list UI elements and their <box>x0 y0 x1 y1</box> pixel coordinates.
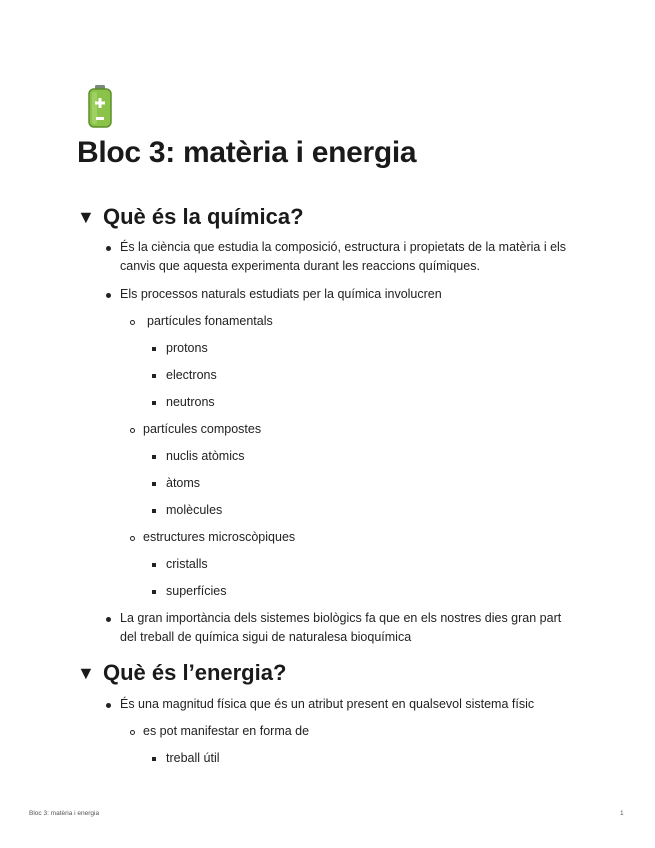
list-item <box>120 609 600 647</box>
bullet-disc <box>106 703 111 708</box>
footer-title: Bloc 3: matèria i energia <box>29 810 100 817</box>
section-heading-quimica[interactable] <box>77 204 304 230</box>
bullet-square <box>152 401 156 405</box>
bullet-square <box>152 455 156 459</box>
bullet-square <box>152 509 156 513</box>
bullet-disc <box>106 246 111 251</box>
bullet-circle <box>130 730 135 735</box>
list-item: partícules compostes <box>143 422 262 436</box>
list-item: es pot manifestar en forma de <box>143 724 310 738</box>
bullet-square <box>152 482 156 486</box>
list-item-line: canvis que aquesta experimenta durant les reaccions químiques. <box>120 259 480 273</box>
bullet-disc <box>106 617 111 622</box>
list-item: superfícies <box>166 584 227 598</box>
list-item: estructures microscòpiques <box>143 530 296 544</box>
list-item: Els processos naturals estudiats per la química involucren <box>120 287 442 301</box>
list-item-line: del treball de química sigui de naturalesa bioquímica <box>120 630 412 644</box>
collapse-toggle-icon[interactable]: ▼ <box>77 207 95 227</box>
battery-icon <box>87 84 113 128</box>
list-item: partícules fonamentals <box>147 314 273 328</box>
section-heading-energia[interactable] <box>77 660 286 686</box>
list-item: cristalls <box>166 557 208 571</box>
list-item: treball útil <box>166 751 220 765</box>
bullet-circle <box>130 428 135 433</box>
bullet-square <box>152 374 156 378</box>
list-item: molècules <box>166 503 223 517</box>
list-item: nuclis atòmics <box>166 449 245 463</box>
page-number: 1 <box>620 810 624 817</box>
section-heading-text: Què és la química? <box>103 204 304 229</box>
list-item: electrons <box>166 368 217 382</box>
list-item-line: És la ciència que estudia la composició, estructura i propietats de la matèria i els <box>120 240 567 254</box>
bullet-square <box>152 757 156 761</box>
collapse-toggle-icon[interactable]: ▼ <box>77 663 95 683</box>
bullet-square <box>152 563 156 567</box>
list-item <box>120 238 600 276</box>
list-item-line: La gran importància dels sistemes biològics fa que en els nostres dies gran part <box>120 611 562 625</box>
bullet-square <box>152 347 156 351</box>
section-heading-text: Què és l’energia? <box>103 660 287 685</box>
page-title: Bloc 3: matèria i energia <box>77 136 417 169</box>
list-item: àtoms <box>166 476 201 490</box>
bullet-disc <box>106 293 111 298</box>
bullet-square <box>152 590 156 594</box>
bullet-circle <box>130 536 135 541</box>
list-item: És una magnitud física que és un atribut present en qualsevol sistema físic <box>120 697 535 711</box>
list-item: protons <box>166 341 208 355</box>
list-item: neutrons <box>166 395 215 409</box>
bullet-circle <box>130 320 135 325</box>
